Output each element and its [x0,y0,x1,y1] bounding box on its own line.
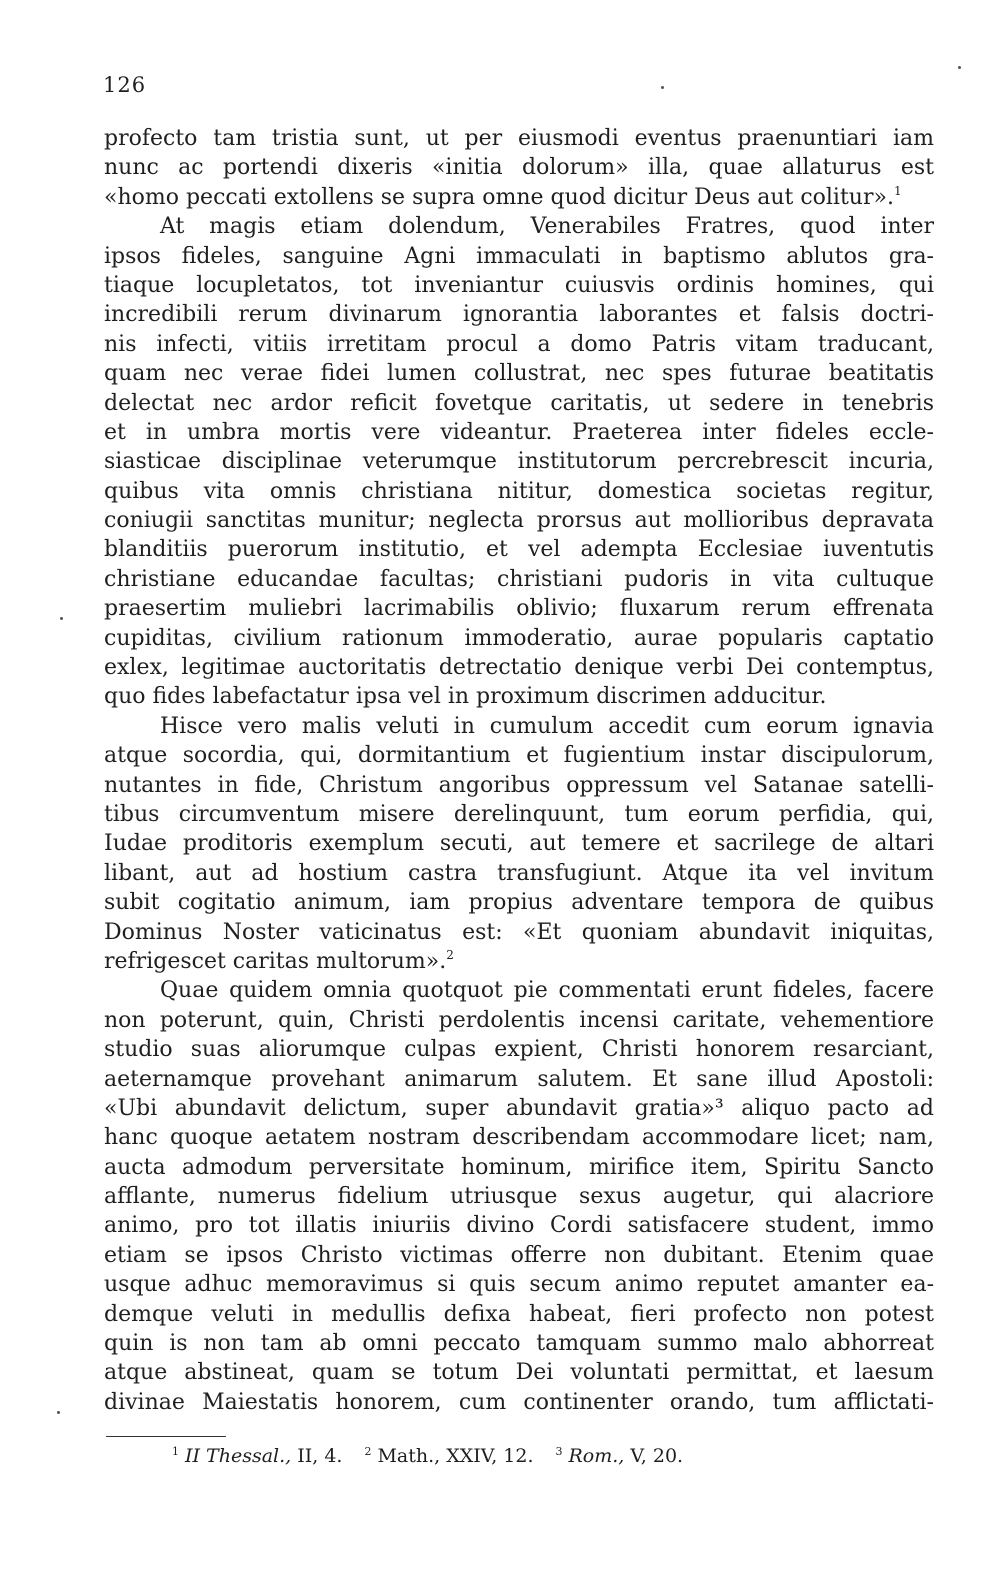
footnote-reference: II, 4. [297,1445,343,1467]
text-line: nutantes in fide, Christum angoribus oppressum vel Satanae satelli- [104,772,934,798]
text-line: quin is non tam ab omni peccato tamquam summo malo abhorreat [104,1331,934,1357]
text-line: divinae Maiestatis honorem, cum continenter orando, tum afflictati- [104,1389,934,1415]
footnote-ref: 2 [446,947,454,962]
text-line: libant, aut ad hostium castra transfugiunt. Atque ita vel invitum [104,860,934,886]
text-line: demque veluti in medullis defixa habeat, fieri profecto non potest [104,1301,934,1327]
text-line: atque abstineat, quam se totum Dei voluntati permittat, et laesum [104,1360,934,1386]
footnote-reference: V, 20. [630,1445,684,1467]
text-line: etiam se ipsos Christo victimas offerre non dubitant. Etenim quae [104,1242,934,1268]
text-line: nis infecti, vitiis irretitam procul a domo Patris vitam traducant, [104,331,934,357]
text-line: delectat nec ardor reficit fovetque caritatis, ut sedere in tenebris [104,390,934,416]
text-line: afflante, numerus fidelium utriusque sexus augetur, qui alacriore [104,1184,934,1210]
text-line: subit cogitatio animum, iam propius adventare tempora de quibus [104,890,934,916]
text-line: «homo peccati extollens se supra omne quod dicitur Deus aut colitur».$^1$ [104,183,902,210]
text-line: siasticae disciplinae veterumque institutorum percrebrescit incuria, [104,449,934,475]
page-number: 126 [103,73,147,97]
scan-speck [57,1411,60,1414]
footnote-mark: 3 [555,1445,563,1458]
text-line: usque adhuc memoravimus si quis secum animo reputet amanter ea- [104,1272,934,1298]
text-line: non poterunt, quin, Christi perdolentis incensi caritate, vehementiore [104,1007,934,1033]
text-line: «Ubi abundavit delictum, super abundavit gratia»³ aliquo pacto ad [104,1095,934,1121]
text-line: tiaque locupletatos, tot inveniantur cuiusvis ordinis homines, qui [104,272,934,298]
text-line: praesertim muliebri lacrimabilis oblivio; fluxarum rerum effrenata [104,596,934,622]
text-line: incredibili rerum divinarum ignorantia laborantes et falsis doctri- [104,302,934,328]
text-line: studio suas aliorumque culpas expient, Christi honorem resarciant, [104,1037,934,1063]
footnotes [172,1439,705,1469]
text-line: exlex, legitimae auctoritatis detrectatio denique verbi Dei contemptus, [104,655,934,681]
text-line: At magis etiam dolendum, Venerabiles Fratres, quod inter [160,214,934,240]
text-line: aeternamque provehant animarum salutem. Et sane illud Apostoli: [104,1066,934,1092]
scan-speck [60,617,63,620]
text-line: et in umbra mortis vere videantur. Praeterea inter fideles eccle- [104,419,934,445]
text-line: quo fides labefactatur ipsa vel in proximum discrimen adducitur. [104,684,827,710]
text-line: ipsos fideles, sanguine Agni immaculati in baptismo ablutos gra- [104,243,934,269]
text-line: cupiditas, civilium rationum immoderatio, aurae popularis captatio [104,625,934,651]
footnote-rule [106,1436,226,1437]
scan-speck [958,66,961,69]
footnote [364,1445,533,1467]
text-line: Quae quidem omnia quotquot pie commentati erunt fideles, facere [160,978,934,1004]
text-line: refrigescet caritas multorum».$^2$ [104,947,454,974]
text-line: tibus circumventum misere derelinquunt, tum eorum perfidia, qui, [104,801,934,827]
footnote-title: Rom., [568,1445,625,1467]
text-line: animo, pro tot illatis iniuriis divino Cordi satisfacere student, immo [104,1213,934,1239]
footnote-ref: 1 [893,183,902,198]
footnote-reference: Math., XXIV, 12. [377,1445,534,1467]
text-line: coniugii sanctitas munitur; neglecta prorsus aut mollioribus depravata [104,508,934,534]
footnote-mark: 1 [172,1445,179,1458]
text-line: atque socordia, qui, dormitantium et fugientium instar discipulorum, [104,743,934,769]
text-line: christiane educandae facultas; christiani pudoris in vita cultuque [104,566,934,592]
footnote [172,1445,342,1467]
body-text [104,124,934,1417]
text-line: quibus vita omnis christiana nititur, domestica societas regitur, [104,478,934,504]
text-line: quam nec verae fidei lumen collustrat, nec spes futurae beatitatis [104,361,934,387]
footnote-mark: 2 [364,1445,372,1458]
scan-speck [661,86,664,89]
text-line: Iudae proditoris exemplum secuti, aut temere et sacrilege de altari [104,831,934,857]
footnote-title: II Thessal., [185,1445,292,1467]
text-line: aucta admodum perversitate hominum, mirifice item, Spiritu Sancto [104,1154,934,1180]
text-line: profecto tam tristia sunt, ut per eiusmodi eventus praenuntiari iam [104,126,934,151]
text-line: Hisce vero malis veluti in cumulum accedit cum eorum ignavia [160,713,934,739]
text-line: Dominus Noster vaticinatus est: «Et quoniam abundavit iniquitas, [104,919,934,945]
footnote [556,1445,684,1467]
text-line: blanditiis puerorum institutio, et vel adempta Ecclesiae iuventutis [104,537,934,563]
text-line: nunc ac portendi dixeris «initia dolorum» illa, quae allaturus est [104,155,934,181]
text-line: hanc quoque aetatem nostram describendam accommodare licet; nam, [104,1125,934,1151]
